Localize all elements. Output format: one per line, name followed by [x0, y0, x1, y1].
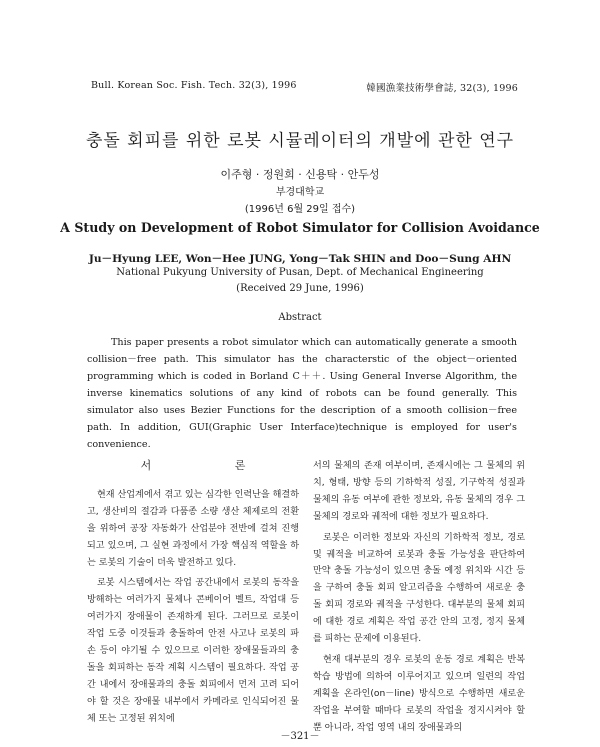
english-authors: Ju－Hyung LEE, Won－Hee JUNG, Yong－Tak SHIN and Doo－Sung AHN — [88, 253, 512, 265]
body-paragraph: 현재 산업계에서 겪고 있는 심각한 인력난을 해결하고, 생산비의 절감과 다품종 소량 생산 체제로의 전환을 위하여 공장 자동화가 산업분야 전반에 걸쳐 진행되고 있으며, 그 실현 과정에서 가장 핵심적 역할을 하는 로봇의 기술이 더욱 발전하고 있다. — [87, 489, 299, 568]
running-head-right: 韓國漁業技術學會誌, 32(3), 1996 — [366, 83, 518, 94]
korean-affiliation: 부경대학교 — [275, 187, 325, 198]
english-title: A Study on Development of Robot Simulator for Collision Avoidance — [60, 220, 540, 235]
body-column-left — [87, 458, 299, 732]
body-column-right — [313, 458, 525, 741]
korean-title: 충돌 회피를 위한 로봇 시뮬레이터의 개발에 관한 연구 — [85, 131, 515, 151]
abstract-heading: Abstract — [278, 312, 322, 323]
page-number: －321－ — [280, 731, 320, 742]
body-paragraph: 로봇 시스템에서는 작업 공간내에서 로봇의 동작을 방해하는 여러가지 물체나 콘베이어 벨트, 작업대 등 여러가지 장애물이 존재하게 된다. 그러므로 로봇이 작업 도중 이것들과 충돌하여 안전 사고나 로봇의 파손 등이 야기될 수 있으므로 이러한 장애물들과의 충돌을 회피하는 동작 계획 시스템이 필요하다. 작업 공간 내에서 장애물과의 충돌 회피에서 먼저 고려 되어야 할 것은 장애물 내부에서 카메라로 인식되어진 물체 또는 고정된 위치에 — [87, 578, 299, 724]
english-affiliation: National Pukyung University of Pusan, Dept. of Mechanical Engineering — [116, 267, 484, 278]
section-title-introduction: 서 론 — [140, 459, 286, 472]
body-paragraph: 현재 대부분의 경우 로봇의 운동 경로 계획은 반복 학습 방법에 의하여 이루어지고 있으며 일련의 작업 계획을 온라인(on－line) 방식으로 수행하면 새로운 작업을 부여할 때마다 로봇의 작업을 정지시켜야 할 뿐 아니라, 작업 영역 내의 장애물과의 — [313, 654, 525, 733]
body-paragraph: 로봇은 이러한 정보와 자신의 기하학적 정보, 경로 및 궤적을 비교하여 로봇과 충돌 가능성을 판단하여 만약 충돌 가능성이 있으면 충돌 예정 위치와 시간 등을 구하여 충돌 회피 알고리즘을 수행하여 새로운 충돌 회피 경로와 궤적을 구성한다. 대부분의 물체 회피에 대한 경로 계획은 작업 공간 안의 고정, 정지 물체를 피하는 문제에 이용된다. — [313, 532, 525, 645]
body-paragraph: 서의 물체의 존재 여부이며, 존재시에는 그 물체의 위치, 형태, 방향 등의 기하학적 성질, 기구학적 성질과 물체의 유동 여부에 관한 정보와, 유동 물체의 경우 그 물체의 경로와 궤적에 대한 정보가 필요하다. — [313, 461, 525, 522]
korean-authors: 이주형 · 정원희 · 신용탁 · 안두성 — [220, 168, 380, 181]
running-head-left: Bull. Korean Soc. Fish. Tech. 32(3), 1996 — [91, 80, 297, 91]
abstract-body — [87, 334, 517, 453]
korean-received-date: (1996년 6월 29일 접수) — [244, 204, 356, 215]
abstract-text: This paper presents a robot simulator which can automatically generate a smooth collision－free path. This simulator has the characterstic of the object－oriented programming which is coded in Borland C＋＋. Using General Inverse Algorithm, the inverse kinematics solutions of any kind of robots can be found generally. This simulator also uses Bezier Functions for the description of a smooth collision－free path. In addition, GUI(Graphic User Interface)technique is employed for user's convenience. — [87, 337, 517, 450]
english-received-date: (Received 29 June, 1996) — [236, 283, 364, 294]
